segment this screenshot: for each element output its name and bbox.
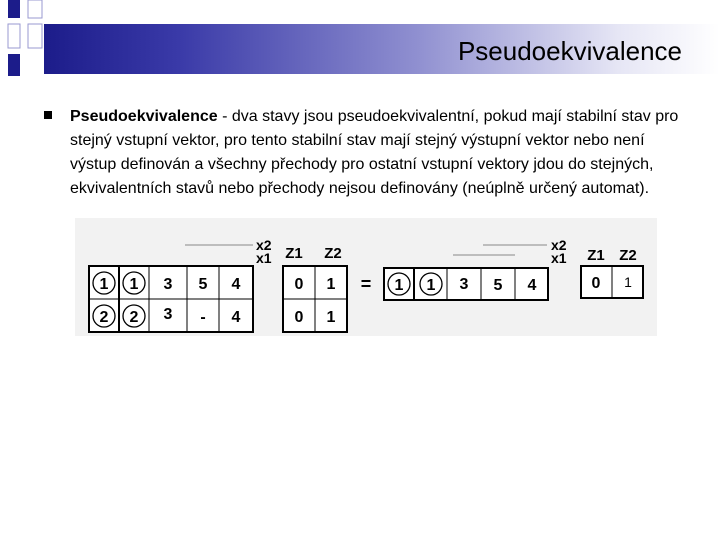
state-table-figure <box>75 218 657 336</box>
slide-title: Pseudoekvivalence <box>457 36 682 66</box>
left-row2-state: 2 <box>99 309 109 326</box>
right-output-header-z1: Z1 <box>587 247 605 264</box>
right-row1-cell2: 3 <box>459 276 469 293</box>
left-row2-cell4: 4 <box>231 309 241 326</box>
bullet-marker <box>44 111 52 119</box>
left-row2-z2: 1 <box>326 309 336 326</box>
equals-sign: = <box>360 274 372 294</box>
left-row2-cell1: 2 <box>129 309 139 326</box>
left-row1-state: 1 <box>99 276 109 293</box>
right-output-header-z2: Z2 <box>619 247 637 264</box>
left-row1-cell2: 3 <box>163 276 173 293</box>
left-row2-z1: 0 <box>294 309 304 326</box>
right-header-x2: x2 <box>551 237 567 253</box>
left-row1-cell1: 1 <box>129 276 139 293</box>
bullet-term: Pseudoekvivalence <box>70 108 218 125</box>
right-row1-cell4: 4 <box>527 277 537 294</box>
right-header-x1: x1 <box>551 250 567 266</box>
left-row1-z2: 1 <box>326 276 336 293</box>
left-row2-cell3: - <box>200 309 206 326</box>
right-row1-cell3: 5 <box>493 277 503 294</box>
left-header-x1: x1 <box>256 250 272 266</box>
right-row1-z1: 0 <box>591 275 601 292</box>
left-row1-z1: 0 <box>294 276 304 293</box>
bullet-text: - dva stavy jsou pseudoekvivalentní, pokud mají stabilní stav pro stejný vstupní vektor, pro tento stabilní stav mají stejný výstupní vektor nebo není výstup definován a všechny přechody pro ostatní vstupní vektory jdou do stejných, ekvivalentních stavů nebo přechody nejsou definovány (neúplně určený automat). <box>70 108 679 197</box>
right-row1-cell1: 1 <box>426 277 436 294</box>
left-output-header-z2: Z2 <box>324 245 342 262</box>
left-header-x2: x2 <box>256 237 272 253</box>
left-row1-cell4: 4 <box>231 276 241 293</box>
bullet-paragraph <box>70 105 690 201</box>
right-row1-state: 1 <box>394 277 404 294</box>
left-output-header-z1: Z1 <box>285 245 303 262</box>
left-row2-cell2: 3 <box>163 306 173 323</box>
right-row1-z2: 1 <box>624 274 632 290</box>
left-row1-cell3: 5 <box>198 276 208 293</box>
